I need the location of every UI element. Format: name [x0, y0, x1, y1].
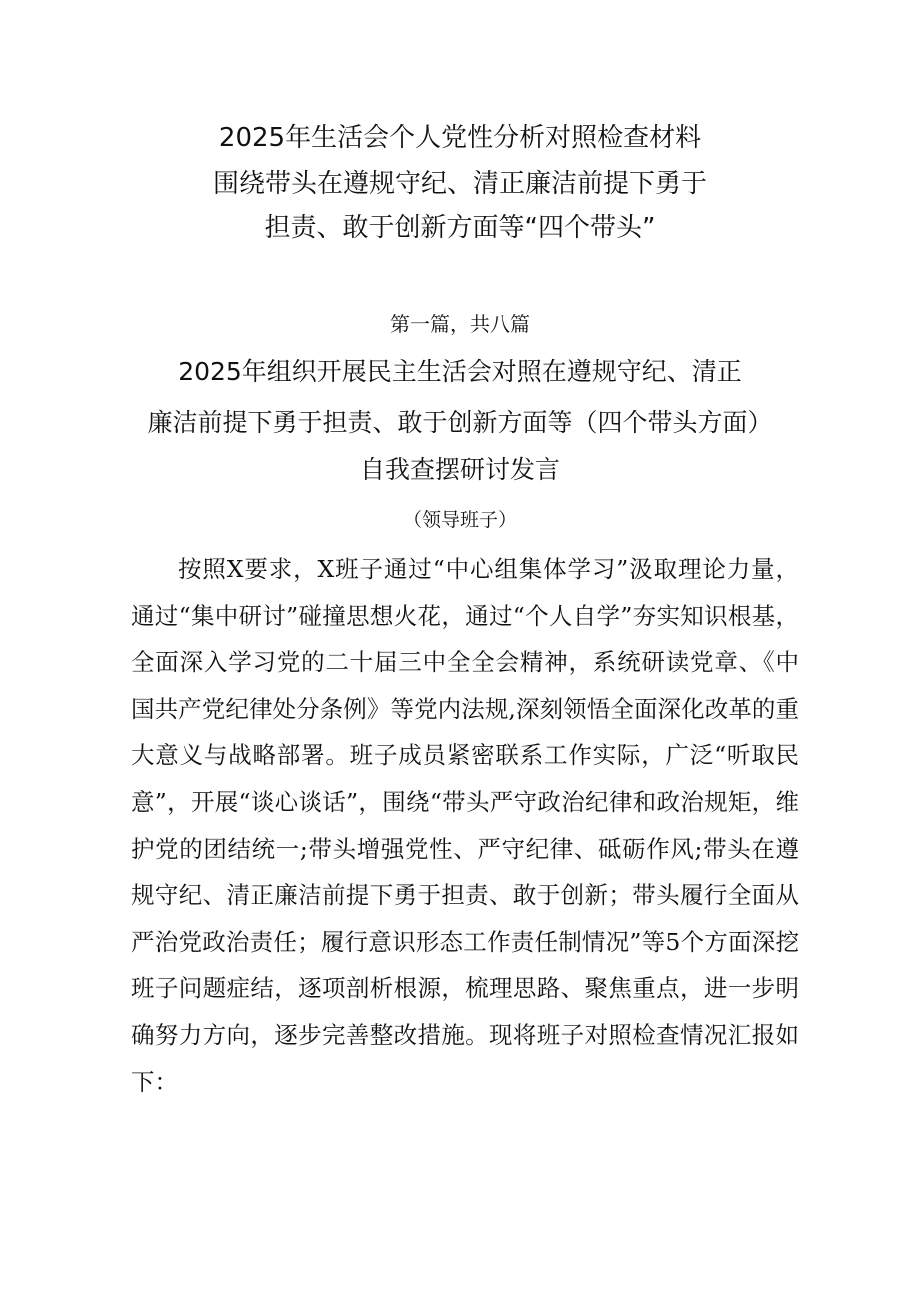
document-title-line-3: 担责、敢于创新方面等“四个带头”	[264, 213, 656, 243]
article-heading-line-1: 2025年组织开展民主生活会对照在遵规守纪、清正	[178, 357, 742, 386]
article-heading-line-2: 廉洁前提下勇于担责、敢于创新方面等（四个带头方面）	[147, 408, 773, 437]
document-title-line-1: 2025年生活会个人党性分析对照检查材料	[218, 123, 702, 153]
body-paragraph: 按照X要求，X班子通过“中心组集体学习”汲取理论力量，通过“集中研讨”碰撞思想火花，通过“个人自学”夯实知识根基，全面深入学习党的二十届三中全全会精神，系统研读党章、《中国共产党纪律处分条例》等党内法规,深刻领悟全面深化改革的重大意义与战略部署。班子成员紧密联系工作实际，广泛“听取民意”，开展“谈心谈话”，围绕“带头严守政治纪律和政治规矩，维护党的团结统一;带头增强党性、严守纪律、砥砺作风;带头在遵规守纪、清正廉洁前提下勇于担责、敢于创新；带头履行全面从严治党政治责任；履行意识形态工作责任制情况”等5个方面深挖班子问题症结，逐项剖析根源，梳理思路、聚焦重点，进一步明确努力方向，逐步完善整改措施。现将班子对照检查情况汇报如下：	[131, 555, 799, 1096]
article-heading-line-3: 自我查摆研讨发言	[359, 455, 560, 484]
section-label: 第一篇，共八篇	[390, 312, 530, 336]
document-title-line-2: 围绕带头在遵规守纪、清正廉洁前提下勇于	[212, 169, 707, 199]
author-note: （领导班子）	[402, 509, 517, 531]
